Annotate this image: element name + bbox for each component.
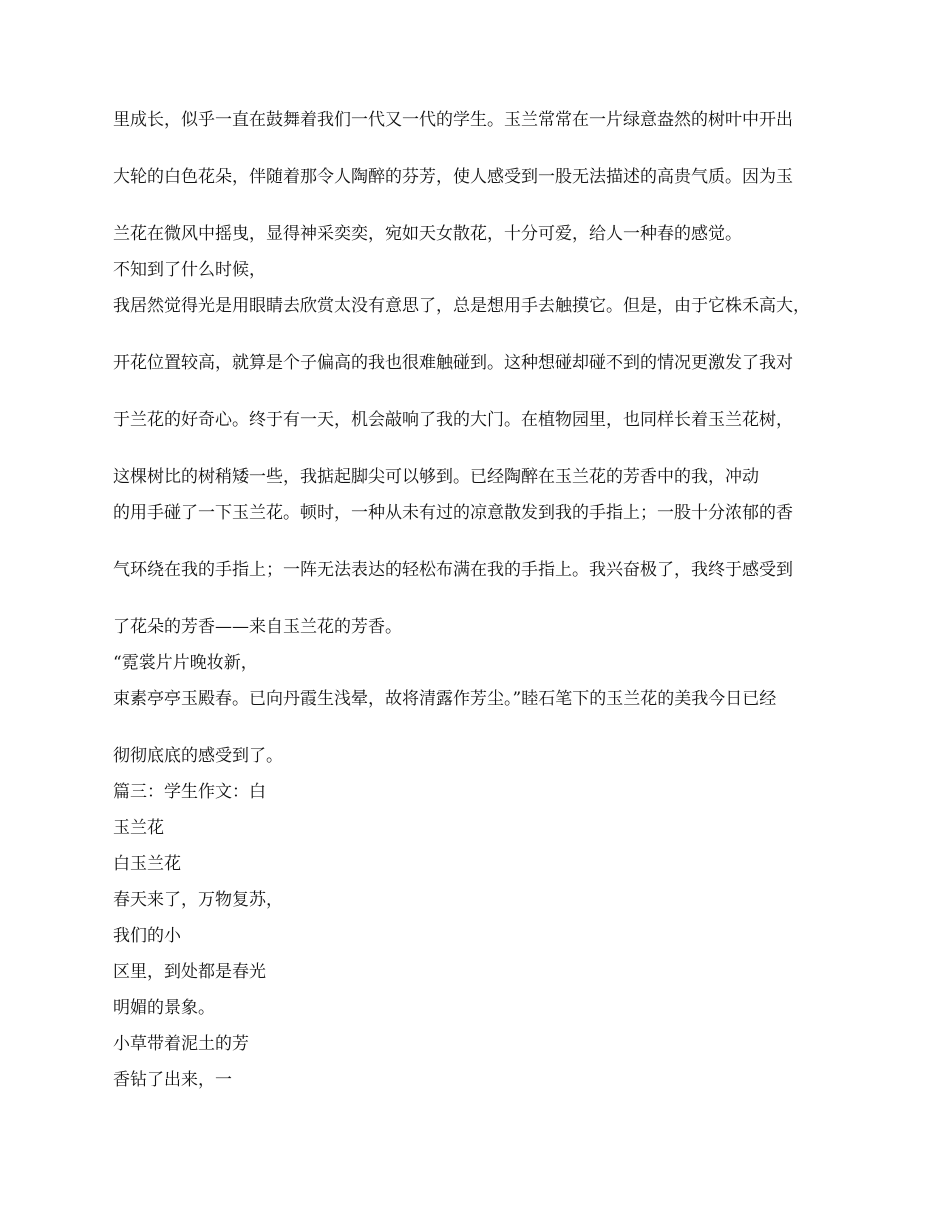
document-text-body (113, 110, 843, 1106)
paragraph: 气环绕在我的手指上；一阵无法表达的轻松布满在我的手指上。我兴奋极了，我终于感受到 (113, 560, 793, 580)
paragraph: 玉兰花 (113, 818, 164, 838)
paragraph: 了花朵的芳香——来自玉兰花的芳香。 (113, 617, 402, 637)
section-heading: 篇三：学生作文：白 (113, 782, 266, 802)
paragraph: 区里，到处都是春光 (113, 962, 266, 982)
paragraph: 彻彻底底的感受到了。 (113, 746, 283, 766)
paragraph: 开花位置较高，就算是个子偏高的我也很难触碰到。这种想碰却碰不到的情况更激发了我对 (113, 353, 793, 373)
paragraph: 这棵树比的树稍矮一些，我掂起脚尖可以够到。已经陶醉在玉兰花的芳香中的我，冲动 (113, 467, 759, 487)
paragraph: 小草带着泥土的芳 (113, 1034, 249, 1054)
paragraph: 我们的小 (113, 926, 181, 946)
paragraph: 不知到了什么时候， (113, 260, 266, 280)
paragraph: 我居然觉得光是用眼睛去欣赏太没有意思了，总是想用手去触摸它。但是，由于它株禾高大， (113, 296, 810, 316)
paragraph: 于兰花的好奇心。终于有一天，机会敲响了我的大门。在植物园里，也同样长着玉兰花树， (113, 410, 793, 430)
article-title: 白玉兰花 (113, 854, 181, 874)
paragraph: 香钻了出来，一 (113, 1070, 232, 1090)
paragraph: 里成长，似乎一直在鼓舞着我们一代又一代的学生。玉兰常常在一片绿意盎然的树叶中开出 (113, 110, 793, 130)
paragraph: 明媚的景象。 (113, 998, 215, 1018)
paragraph: 大轮的白色花朵，伴随着那令人陶醉的芬芳，使人感受到一股无法描述的高贵气质。因为玉 (113, 167, 793, 187)
paragraph: 的用手碰了一下玉兰花。顿时，一种从未有过的凉意散发到我的手指上；一股十分浓郁的香 (113, 503, 793, 523)
paragraph: 兰花在微风中摇曳，显得神采奕奕，宛如天女散花，十分可爱，给人一种春的感觉。 (113, 224, 742, 244)
paragraph: 春天来了，万物复苏， (113, 890, 283, 910)
paragraph: “霓裳片片晚妆新， (113, 653, 258, 673)
paragraph: 束素亭亭玉殿春。已向丹霞生浅晕，故将清露作芳尘。”睦石笔下的玉兰花的美我今日已经 (113, 689, 777, 709)
